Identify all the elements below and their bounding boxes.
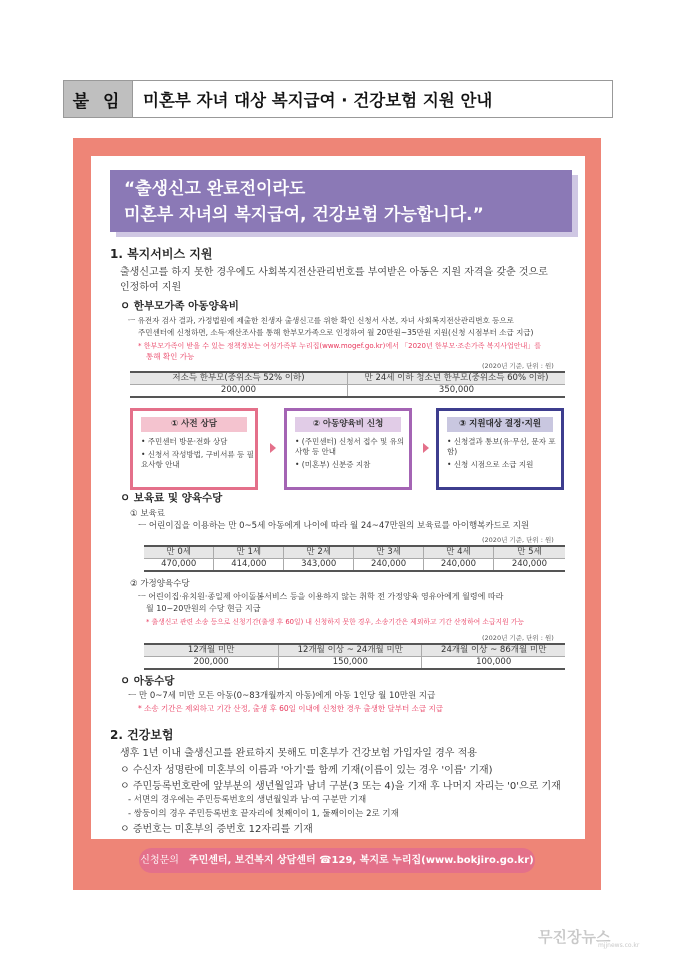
step-3-box	[436, 408, 564, 490]
poster-banner	[110, 170, 572, 232]
section-1-desc-2: 인정하여 지원	[120, 282, 182, 293]
age-3-value: 240,000	[354, 559, 424, 572]
age-4-header: 만 4세	[424, 546, 494, 559]
step-2-title: ② 아동양육비 신청	[295, 417, 401, 432]
home-care-bullet-1: ㅡ 어린이집·유치원·종일제 아이돌봄서비스 등을 이용하지 않는 취학 전 가정양육 영유아에게 월령에 따라	[138, 592, 504, 601]
step-1-box	[130, 408, 258, 490]
home-care-title: ② 가정양육수당	[130, 579, 190, 589]
header-tag: 붙 임	[64, 81, 133, 117]
home-care-bullet-2: 월 10~20만원의 수당 현금 지급	[146, 604, 261, 613]
age-5-value: 240,000	[493, 559, 565, 572]
home-care-unit: (2020년 기준, 단위 : 원)	[482, 634, 554, 642]
step-1-item-2: • 신청서 작성방법, 구비서류 등 필요사항 안내	[141, 450, 254, 469]
home-care-header-3: 24개월 이상 ~ 86개월 미만	[422, 644, 565, 657]
home-care-header-2: 12개월 이상 ~ 24개월 미만	[279, 644, 422, 657]
age-3-header: 만 3세	[354, 546, 424, 559]
contact-label: 신청문의	[140, 855, 179, 866]
single-parent-unit: (2020년 기준, 단위 : 원)	[482, 362, 554, 370]
contact-text: 주민센터, 보건복지 상담센터 ☎129, 복지로 누리집(www.bokjiro.go.kr)	[188, 855, 534, 866]
single-parent-note-2: 통해 확인 가능	[146, 352, 195, 361]
child-allowance-bullet: ㅡ 만 0~7세 미만 모든 아동(0~83개월까지 아동)에게 아동 1인당 월 10만원 지급	[128, 691, 436, 701]
age-1-value: 414,000	[214, 559, 284, 572]
step-2-item-1: • (주민센터) 신청서 접수 및 유의사항 등 안내	[295, 437, 405, 456]
step-3-title: ③ 지원대상 결정·지원	[447, 417, 553, 432]
watermark-logo: 무진장뉴스	[538, 928, 611, 946]
childcare-fee-unit: (2020년 기준, 단위 : 원)	[482, 536, 554, 544]
childcare-fee-title: ① 보육료	[130, 509, 165, 519]
age-5-header: 만 5세	[493, 546, 565, 559]
banner-line-2: 미혼부 자녀의 복지급여, 건강보험 가능합니다.”	[124, 205, 484, 225]
age-1-header: 만 1세	[214, 546, 284, 559]
single-parent-header-1: 저소득 한부모(중위소득 52% 이하)	[130, 372, 348, 385]
age-2-header: 만 2세	[284, 546, 354, 559]
single-parent-header-2: 만 24세 이하 청소년 한부모(중위소득 60% 이하)	[348, 372, 566, 385]
single-parent-table	[130, 371, 565, 398]
section-2-title: 2. 건강보험	[110, 728, 174, 742]
single-parent-value-1: 200,000	[130, 385, 348, 398]
home-care-header-1: 12개월 미만	[144, 644, 279, 657]
step-2-box	[284, 408, 412, 490]
arrow-right-icon	[270, 443, 276, 453]
health-item-3: ㅇ 증번호는 미혼부의 증번호 12자리를 기재	[120, 824, 313, 835]
health-item-2-sub-1: - 서면의 경우에는 주민등록번호의 생년월일과 남·여 구분만 기재	[128, 795, 367, 805]
header-box	[63, 80, 613, 118]
step-1-title: ① 사전 상담	[141, 417, 247, 432]
child-allowance-title: ㅇ 아동수당	[120, 675, 175, 687]
health-item-2-sub-2: - 쌍둥이의 경우 주민등록번호 끝자리에 첫째이이 1, 둘째이이는 2로 기재	[128, 809, 399, 819]
home-care-value-2: 150,000	[279, 657, 422, 670]
step-2-item-2: • (미혼부) 신분증 지참	[295, 460, 371, 469]
watermark-url: mjjnews.co.kr	[598, 942, 640, 949]
age-0-value: 470,000	[144, 559, 214, 572]
single-parent-title: ㅇ 한부모가족 아동양육비	[120, 300, 239, 312]
health-item-2: ㅇ 주민등록번호란에 앞부분의 생년월일과 남녀 구분(3 또는 4)을 기재 후 나머지 자리는 '0'으로 기재	[120, 781, 561, 792]
step-1-item-1: • 주민센터 방문·전화 상담	[141, 437, 228, 446]
section-2-desc: 생후 1년 이내 출생신고를 완료하지 못해도 미혼부가 건강보험 가입자일 경우 적용	[120, 748, 477, 759]
childcare-title: ㅇ 보육료 및 양육수당	[120, 492, 223, 504]
header-title: 미혼부 자녀 대상 복지급여 · 건강보험 지원 안내	[143, 91, 493, 110]
single-parent-note-1: * 한부모가족이 받을 수 있는 정책정보는 여성가족부 누리집(www.mogef.go.kr)에서 「2020년 한부모·조손가족 복지사업안내」를	[138, 342, 542, 350]
home-care-note: * 출생신고 관련 소송 등으로 신청기간(출생 후 60일) 내 신청하지 못한 경우, 소송기간은 제외하고 기간 산정하여 소급지원 가능	[146, 618, 524, 626]
step-3-item-1: • 신청결과 통보(유·무선, 문자 포함)	[447, 437, 556, 456]
home-care-table	[144, 643, 565, 670]
step-3-item-2: • 신청 시점으로 소급 지원	[447, 460, 534, 469]
single-parent-bullet-1: ㅡ 유전자 검사 결과, 가정법원에 제출한 친생자 출생신고를 위한 확인 신청서 사본, 자녀 사회복지전산관리번호 등으로	[128, 316, 514, 325]
banner-line-1: “출생신고 완료전이라도	[124, 179, 306, 199]
single-parent-value-2: 350,000	[348, 385, 566, 398]
contact-bar	[139, 848, 535, 873]
section-1-title: 1. 복지서비스 지원	[110, 247, 213, 261]
home-care-value-1: 200,000	[144, 657, 279, 670]
single-parent-bullet-2: 주민센터에 신청하면, 소득·재산조사를 통해 한부모가족으로 인정하여 월 20만원~35만원 지원(신청 시점부터 소급 지급)	[138, 328, 534, 337]
child-allowance-note: * 소송 기간은 제외하고 기간 산정, 출생 후 60일 이내에 신청한 경우 출생한 달부터 소급 지급	[138, 704, 444, 713]
childcare-fee-bullet: ㅡ 어린이집을 이용하는 만 0~5세 아동에게 나이에 따라 월 24~47만원의 보육료를 아이행복카드로 지원	[138, 521, 530, 531]
health-item-1: ㅇ 수신자 성명란에 미혼부의 이름과 '아기'를 함께 기재(이름이 있는 경우 '이름' 기재)	[120, 765, 493, 776]
childcare-fee-table	[144, 545, 565, 572]
age-2-value: 343,000	[284, 559, 354, 572]
age-0-header: 만 0세	[144, 546, 214, 559]
home-care-value-3: 100,000	[422, 657, 565, 670]
arrow-right-icon	[423, 443, 429, 453]
age-4-value: 240,000	[424, 559, 494, 572]
section-1-desc-1: 출생신고를 하지 못한 경우에도 사회복지전산관리번호를 부여받은 아동은 지원 자격을 갖춘 것으로	[120, 267, 548, 278]
